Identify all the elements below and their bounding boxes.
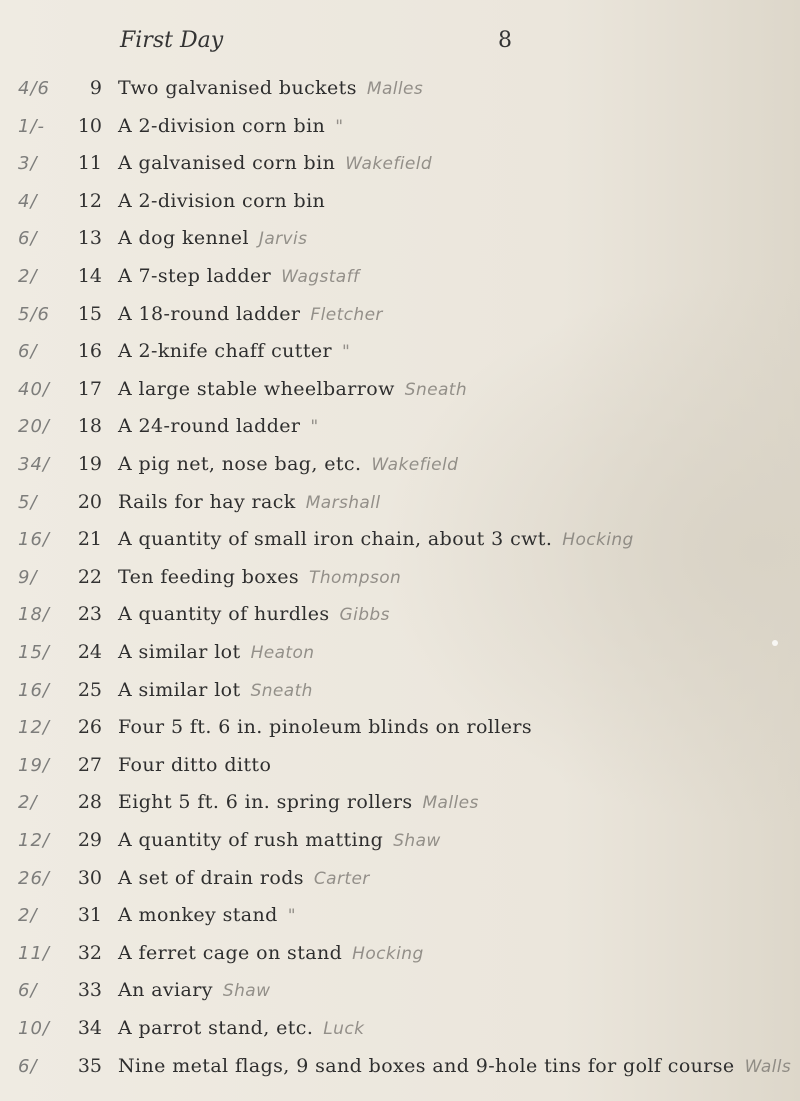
handwritten-buyer: Wakefield [371,455,459,475]
handwritten-buyer: Hocking [562,530,634,551]
handwritten-buyer: " [335,116,344,137]
lot-description [118,415,319,437]
lot-description-text: A 24-round ladder [118,415,301,438]
lot-number: 17 [77,377,102,400]
handwritten-buyer: Shaw [222,981,271,1002]
lot-description-text: A dog kennel [118,227,249,250]
lot-description [118,867,370,889]
lot-number: 29 [77,829,102,851]
handwritten-price: 4/6 [18,78,50,99]
page-number: 8 [498,28,512,53]
lot-description [118,340,350,362]
handwritten-price: 6/ [18,341,38,363]
handwritten-buyer: Shaw [393,831,441,851]
lot-row [0,264,800,294]
lot-row [0,790,800,820]
lot-description-text: A pig net, nose bag, etc. [118,453,362,475]
lot-row [0,903,800,933]
handwritten-buyer: Walls [744,1056,792,1077]
lot-description-text: A 2-division corn bin [118,189,326,212]
handwritten-buyer: Jarvis [258,229,308,250]
handwritten-buyer: Malles [422,793,479,814]
lot-description-text: Nine metal flags, 9 sand boxes and 9-hole tins for golf course [118,1054,735,1077]
handwritten-price: 18/ [18,604,50,626]
lot-number: 33 [77,979,102,1002]
lot-row [0,866,800,896]
lot-description-text: A 18-round ladder [118,302,301,325]
lot-description [118,152,432,174]
lot-number: 14 [77,265,102,287]
lot-row [0,114,800,144]
lot-number: 18 [77,415,102,438]
lot-description [118,979,270,1001]
lot-number: 31 [77,904,102,927]
lot-number: 24 [77,641,102,663]
lot-description-text: A 2-knife chaff cutter [118,340,332,363]
lot-description [118,641,314,663]
handwritten-price: 2/ [18,266,38,287]
lot-description-text: A large stable wheelbarrow [118,377,395,400]
handwritten-buyer: Sneath [250,680,313,701]
handwritten-buyer: Marshall [305,492,381,513]
handwritten-buyer: " [287,906,296,927]
handwritten-price: 16/ [18,529,50,551]
lot-description [118,904,296,926]
lot-number: 9 [89,77,102,99]
lot-number: 27 [77,753,102,776]
handwritten-price: 20/ [18,416,50,438]
lot-description [118,754,281,776]
lot-row [0,978,800,1008]
handwritten-price: 19/ [18,754,50,776]
lot-number: 28 [77,791,102,814]
handwritten-price: 1/- [18,115,46,137]
lot-row [0,678,800,708]
lot-description-text: Two galvanised buckets [118,77,357,99]
lot-row [0,151,800,181]
lot-description-text: Ten feeding boxes [118,565,300,588]
lot-description [118,942,424,964]
handwritten-price: 26/ [18,867,50,889]
paper-speck [772,640,778,646]
lot-description [118,190,335,212]
lot-description-text: Four 5 ft. 6 in. pinoleum blinds on rollers [118,716,533,739]
lot-number: 12 [77,189,102,212]
handwritten-price: 9/ [18,566,38,588]
handwritten-buyer: " [342,342,351,363]
lot-description-text: A quantity of hurdles [118,603,330,626]
lot-description-text: A quantity of small iron chain, about 3 cwt. [118,528,553,551]
lot-description [118,603,390,625]
lot-row [0,189,800,219]
handwritten-buyer: Wagstaff [281,267,360,287]
lot-description [118,791,479,813]
lot-row [0,753,800,783]
lot-row [0,490,800,520]
handwritten-buyer: Luck [323,1019,365,1039]
lot-description [118,716,542,738]
handwritten-price: 2/ [18,905,38,927]
lot-description-text: Rails for hay rack [118,490,296,513]
lot-row [0,377,800,407]
lot-row [0,414,800,444]
lot-number: 19 [77,453,102,475]
handwritten-price: 12/ [18,717,50,739]
lot-description-text: A galvanised corn bin [118,152,336,175]
handwritten-price: 12/ [18,830,50,851]
handwritten-price: 11/ [18,942,50,964]
handwritten-buyer: Malles [366,79,424,99]
handwritten-price: 10/ [18,1018,50,1039]
lot-row [0,640,800,670]
handwritten-buyer: Hocking [352,943,424,964]
page-header [120,28,680,58]
lot-description-text: A similar lot [118,678,241,701]
lot-description-text: A 7-step ladder [118,265,272,287]
lot-description [118,453,458,475]
lot-number: 10 [77,114,102,137]
handwritten-buyer: Thompson [309,567,402,588]
lot-number: 26 [77,716,102,739]
lot-description [118,491,381,513]
lot-number: 13 [77,227,102,250]
lot-description [118,1055,791,1077]
lot-description [118,77,423,99]
lot-description [118,115,343,137]
lot-description [118,265,359,287]
lot-description [118,378,467,400]
lot-description-text: A ferret cage on stand [118,941,343,964]
lot-description-text: An aviary [118,979,213,1002]
lot-description [118,566,401,588]
lot-description-text: A parrot stand, etc. [118,1017,314,1039]
lot-number: 21 [77,528,102,551]
lot-number: 20 [77,490,102,513]
lot-row [0,339,800,369]
handwritten-price: 15/ [18,642,50,663]
lot-description [118,1017,364,1039]
lot-description-text: A 2-division corn bin [118,114,326,137]
lot-number: 23 [77,603,102,626]
lot-description-text: A monkey stand [118,904,278,927]
lot-number: 22 [77,565,102,588]
handwritten-price: 5/ [18,491,38,513]
lot-row [0,527,800,557]
handwritten-buyer: Carter [313,868,370,889]
lot-row [0,715,800,745]
lot-number: 11 [77,152,102,175]
lot-number: 15 [77,302,102,325]
sale-day-title: First Day [120,28,224,53]
lot-description-text: Four ditto ditto [118,753,272,776]
lot-description-text: A set of drain rods [118,866,304,889]
lot-number: 35 [77,1054,102,1077]
lot-row [0,76,800,106]
handwritten-price: 4/ [18,190,38,212]
handwritten-buyer: Wakefield [345,154,433,175]
lot-description [118,227,307,249]
lot-row [0,302,800,332]
lot-description-text: A similar lot [118,641,241,663]
lot-description [118,303,383,325]
lot-row [0,602,800,632]
handwritten-price: 3/ [18,153,38,175]
lot-row [0,452,800,482]
lot-row [0,565,800,595]
lot-description [118,829,441,851]
handwritten-price: 2/ [18,792,38,814]
lot-row [0,828,800,858]
handwritten-buyer: " [310,417,319,438]
lot-number: 30 [77,866,102,889]
handwritten-price: 5/6 [18,303,50,325]
lot-description-text: A quantity of rush matting [118,829,384,851]
handwritten-price: 6/ [18,980,38,1002]
handwritten-price: 40/ [18,378,50,400]
lot-row [0,226,800,256]
lot-description [118,528,634,550]
handwritten-buyer: Gibbs [339,605,390,626]
handwritten-price: 16/ [18,679,50,701]
lot-row [0,1016,800,1046]
lot-number: 32 [77,941,102,964]
lot-description [118,679,313,701]
handwritten-buyer: Fletcher [310,304,383,325]
handwritten-price: 6/ [18,1055,38,1077]
lot-number: 25 [77,678,102,701]
handwritten-price: 34/ [18,454,50,475]
lot-number: 16 [77,340,102,363]
lot-number: 34 [77,1017,102,1039]
lot-row [0,941,800,971]
handwritten-buyer: Sneath [404,379,468,400]
lot-description-text: Eight 5 ft. 6 in. spring rollers [118,791,413,814]
handwritten-price: 6/ [18,228,38,250]
lot-row [0,1054,800,1084]
handwritten-buyer: Heaton [250,643,315,663]
